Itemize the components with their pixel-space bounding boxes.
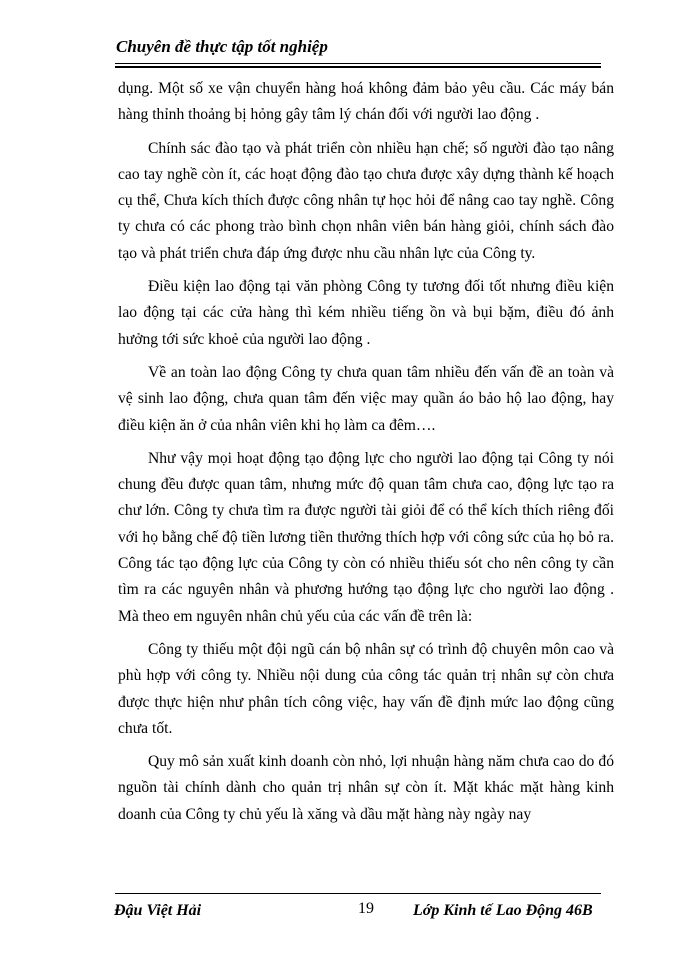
paragraph-5: Như vậy mọi hoạt động tạo động lực cho người lao động tại Công ty nói chung đều được quan tâm, nhưng mức độ quan tâm chưa cao, động lực tạo ra chư lớn. Công ty chưa tìm ra được người tài giỏi để có thể kích thích riêng đối với họ bằng chế độ tiền lương tiền thưởng thích hợp với công sức của họ bỏ ra. Công tác tạo động lực của Công ty còn có nhiều thiếu sót cho nên công ty cần tìm ra các nguyên nhân và phương hướng tạo động lực cho người lao động . Mà theo em nguyên nhân chủ yếu của các vấn đề trên là: bbox=[118, 449, 614, 625]
header-divider-thin bbox=[115, 63, 601, 64]
page-number: 19 bbox=[358, 900, 374, 917]
body-text bbox=[118, 76, 614, 835]
header-divider-thick bbox=[115, 66, 601, 68]
header-title: Chuyên đề thực tập tốt nghiệp bbox=[116, 37, 328, 56]
paragraph-3: Điều kiện lao động tại văn phòng Công ty tương đối tốt nhưng điều kiện lao động tại các cửa hàng thì kém nhiều tiếng ồn và bụi bặm, điều đó ảnh hưởng tới sức khoẻ của người lao động . bbox=[118, 278, 614, 348]
footer-author: Đậu Việt Hải bbox=[114, 902, 202, 919]
footer-divider bbox=[115, 893, 601, 894]
paragraph-6: Công ty thiếu một đội ngũ cán bộ nhân sự có trình độ chuyên môn cao và phù hợp với công ty. Nhiều nội dung của công tác quản trị nhân sự còn chưa được thực hiện như phân tích công việc, hay vấn đề định mức lao động cũng chưa tốt. bbox=[118, 640, 614, 737]
paragraph-4: Về an toàn lao động Công ty chưa quan tâm nhiều đến vấn đề an toàn và vệ sinh lao động, chưa quan tâm đến việc may quần áo bảo hộ lao động, hay điều kiện ăn ở của nhân viên khi họ làm ca đêm…. bbox=[118, 363, 614, 434]
footer-class-name: Lớp Kinh tế Lao Động 46B bbox=[413, 902, 593, 919]
paragraph-7: Quy mô sản xuất kinh doanh còn nhỏ, lợi nhuận hàng năm chưa cao do đó nguồn tài chính dành cho quản trị nhân sự còn ít. Mặt khác mặt hàng kinh doanh của Công ty chủ yếu là xăng và dầu mặt hàng này ngày nay bbox=[118, 753, 614, 823]
paragraph-2: Chính sác đào tạo và phát triển còn nhiều hạn chế; số người đào tạo nâng cao tay nghề còn ít, các hoạt động đào tạo chưa được xây dựng thành kế hoạch cụ thể, Chưa kích thích được công nhân tự học hỏi để nâng cao tay nghề. Công ty chưa có các phong trào bình chọn nhân viên bán hàng giỏi, chính sách đào tạo và phát triển chưa đáp ứng được nhu cầu nhân lực của Công ty. bbox=[118, 139, 614, 262]
paragraph-1: dụng. Một số xe vận chuyển hàng hoá không đảm bảo yêu cầu. Các máy bán hàng thỉnh thoảng bị hỏng gây tâm lý chán đối với người lao động . bbox=[118, 80, 614, 124]
